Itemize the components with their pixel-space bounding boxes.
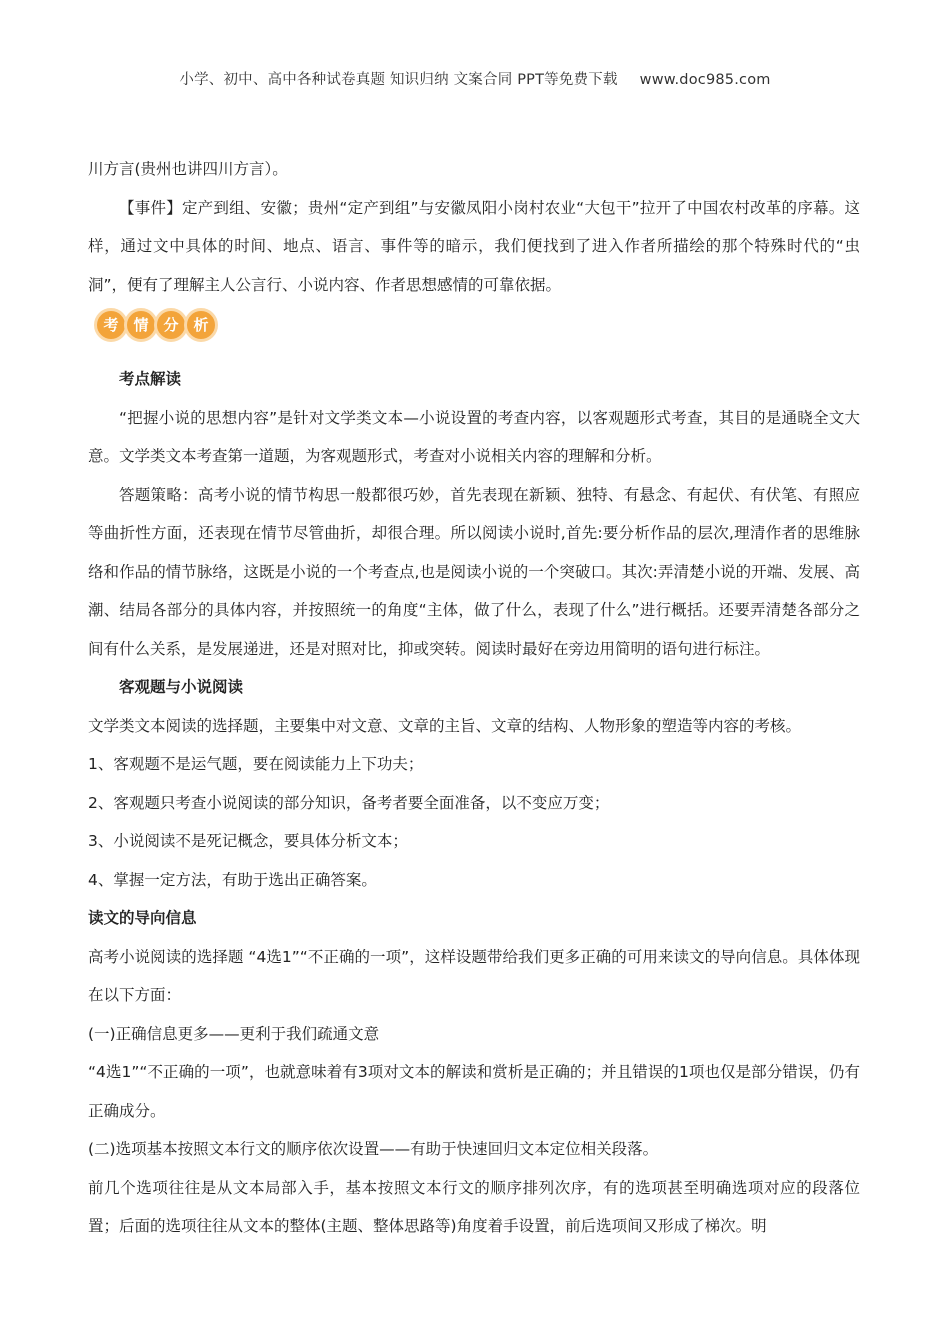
document-body (88, 150, 860, 1246)
sub-paragraph-1: “4选1”“不正确的一项”，也就意味着有3项对文本的解读和赏析是正确的；并且错误的1项也仅是部分错误，仍有正确成分。 (88, 1063, 860, 1120)
list-item: 2、客观题只考查小说阅读的部分知识，备考者要全面准备，以不变应万变； (88, 793, 610, 812)
list-item: 3、小说阅读不是死记概念，要具体分析文本； (88, 832, 408, 850)
dawen-paragraph: 高考小说阅读的选择题 “4选1”“不正确的一项”，这样设题带给我们更多正确的可用来读文的导向信息。具体体现在以下方面： (88, 947, 860, 1004)
list-item: 1、客观题不是运气题，要在阅读能力上下功夫； (88, 755, 424, 773)
keguan-heading: 客观题与小说阅读 (119, 678, 244, 696)
header-url[interactable]: www.doc985.com (639, 72, 771, 88)
dawen-heading: 读文的导向信息 (88, 909, 197, 927)
sub-heading-2: (二)选项基本按照文本行文的顺序依次设置——有助于快速回归文本定位相关段落。 (88, 1140, 659, 1158)
intro-line: 川方言(贵州也讲四川方言）。 (88, 160, 288, 178)
badge-char: 分 (154, 308, 188, 342)
sub-paragraph-2: 前几个选项往往是从文本局部入手，基本按照文本行文的顺序排列次序，有的选项甚至明确选项对应的段落位置；后面的选项往往从文本的整体(主题、整体思路等)角度着手设置，前后选项间又形成了梯次。明 (88, 1178, 860, 1235)
keguan-paragraph: 文学类文本阅读的选择题，主要集中对文意、文章的主旨、文章的结构、人物形象的塑造等内容的考核。 (88, 716, 802, 735)
event-paragraph: 【事件】定产到组、安徽；贵州“定产到组”与安徽凤阳小岗村农业“大包干”拉开了中国农村改革的序幕。这样，通过文中具体的时间、地点、语言、事件等的暗示，我们便找到了进入作者所描绘的那个特殊时代的“虫洞”，便有了理解主人公言行、小说内容、作者思想感情的可靠依据。 (88, 198, 860, 294)
kaodian-paragraph-2: 答题策略：高考小说的情节构思一般都很巧妙，首先表现在新颖、独特、有悬念、有起伏、有伏笔、有照应等曲折性方面，还表现在情节尽管曲折，却很合理。所以阅读小说时,首先:要分析作品的层次,理清作者的思维脉络和作品的情节脉络，这既是小说的一个考查点,也是阅读小说的一个突破口。其次:弄清楚小说的开端、发展、高潮、结局各部分的具体内容，并按照统一的角度“主体，做了什么，表现了什么”进行概括。还要弄清楚各部分之间有什么关系，是发展递进，还是对照对比，抑或突转。阅读时最好在旁边用简明的语句进行标注。 (88, 485, 860, 658)
sub-heading-1: (一)正确信息更多——更利于我们疏通文意 (88, 1024, 380, 1043)
badge-char: 考 (94, 308, 128, 342)
page-header (0, 68, 950, 89)
list-item: 4、掌握一定方法，有助于选出正确答案。 (88, 870, 377, 889)
badge-char: 析 (184, 308, 218, 342)
header-text: 小学、初中、高中各种试卷真题 知识归纳 文案合同 PPT等免费下载 (179, 72, 618, 88)
kaodian-paragraph-1: “把握小说的思想内容”是针对文学类文本—小说设置的考查内容，以客观题形式考查，其目的是通晓全文大意。文学类文本考查第一道题，为客观题形式，考查对小说相关内容的理解和分析。 (88, 408, 860, 465)
section-badge (88, 304, 860, 360)
kaodian-heading: 考点解读 (119, 370, 182, 388)
badge-char: 情 (124, 308, 158, 342)
